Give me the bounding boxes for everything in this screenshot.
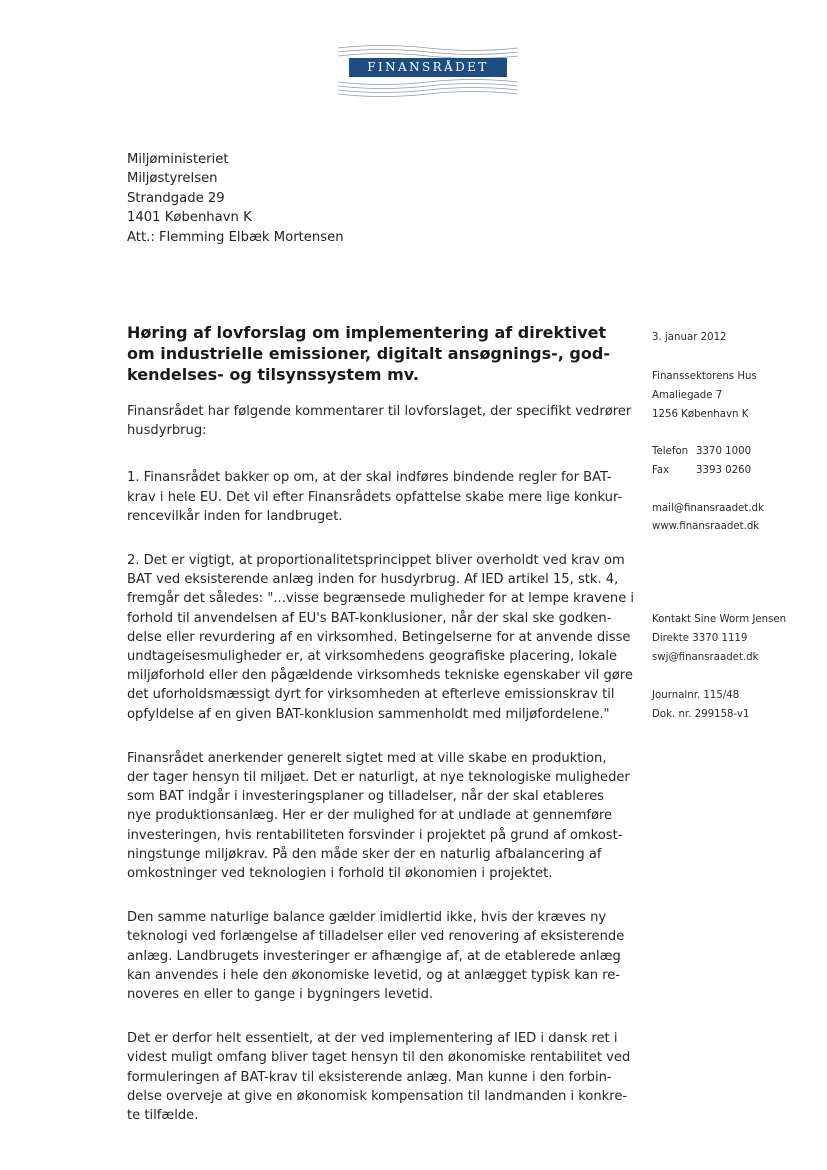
title-line: kendelses- og tilsynssystem mv. [127,365,419,384]
recipient-line: Miljøstyrelsen [127,171,218,187]
body-line: miljøforhold eller den pågældende virksomheds tekniske egenskaber vil gøre [127,668,633,684]
body-line: fremgår det således: "...visse begrænsede muligheder for at lempe kravene i [127,591,635,607]
logo-wordmark: FINANSRÅDET [349,58,507,77]
body-line: rencevilkår inden for landbruget. [127,508,343,524]
body-line: te tilfælde. [127,1108,199,1124]
body-line: Den samme naturlige balance gælder imidlertid ikke, hvis der kræves ny [127,910,607,926]
phone-label: Telefon [652,446,689,457]
body-line: undtageisesmuligheder er, at virksomhedens geografiske placering, lokale [127,649,618,665]
body-line: investeringen, hvis rentabiliteten forsvinder i projektet på grund af omkost- [127,827,623,843]
body-line: nye produktionsanlæg. Her er der mulighed for at undlade at gennemføre [127,808,613,824]
body-line: Det er derfor helt essentielt, at der ved implementering af IED i dansk ret i [127,1031,618,1047]
body-line: 1. Finansrådet bakker op om, at der skal indføres bindende regler for BAT- [127,470,612,486]
sender-street: Amaliegade 7 [652,390,723,401]
paragraph-acknowledgement [127,749,630,883]
contact-email: swj@finansraadet.dk [652,652,759,663]
recipient-line: 1401 København K [127,210,252,226]
finansraadet-logo [336,40,520,98]
sender-org: Finanssektorens Hus [652,371,757,382]
recipient-address [127,150,344,247]
body-line: 2. Det er vigtigt, at proportionalitetsprincippet bliver overholdt ved krav om [127,553,625,569]
body-line: forhold til anvendelsen af EU's BAT-konklusioner, når der skal ske godken- [127,610,612,626]
body-line: opfyldelse af en given BAT-konklusion sammenholdt med miljøfordelene." [127,706,610,722]
recipient-line: Strandgade 29 [127,190,225,206]
document-number: Dok. nr. 299158-v1 [652,709,750,720]
body-line: Finansrådet har følgende kommentarer til lovforslaget, der specifikt vedrører [127,404,632,419]
body-line: kan anvendes i hele den økonomiske levetid, og at anlægget typisk kan re- [127,967,621,983]
body-line: teknologi ved forlængelse af tilladelser eller ved renovering af eksisterende [127,929,625,945]
title-line: Høring af lovforslag om implementering af direktivet [127,323,607,342]
body-line: omkostninger ved teknologien i forhold til økonomien i projektet. [127,866,553,882]
body-line: BAT ved eksisterende anlæg inden for husdyrbrug. Af IED artikel 15, stk. 4, [127,572,619,588]
body-line: krav i hele EU. Det vil efter Finansrådets opfattelse skabe mere lige konkur- [127,489,623,505]
body-line: anlæg. Landbrugets investeringer er afhængige af, at de etablerede anlæg [127,948,621,964]
recipient-line: Att.: Flemming Elbæk Mortensen [127,229,344,245]
paragraph-balance [127,908,625,1004]
body-line: som BAT indgår i investeringsplaner og tilladelser, når der skal etableres [127,789,604,805]
body-line: der tager hensyn til miljøet. Det er naturligt, at nye teknologiske muligheder [127,770,630,786]
paragraph-intro [127,402,632,440]
body-line: delse overveje at give en økonomisk kompensation til landmanden i konkre- [127,1088,628,1104]
body-line: husdyrbrug: [127,423,207,439]
letter-date: 3. januar 2012 [652,332,727,343]
body-line: Finansrådet anerkender generelt sigtet med at ville skabe en produktion, [127,750,607,766]
recipient-line: Miljøministeriet [127,152,229,167]
phone-number: 3370 1000 [696,446,752,457]
title-line: om industrielle emissioner, digitalt ansøgnings-, god- [127,344,610,363]
body-line: videst muligt omfang bliver taget hensyn til den økonomiske rentabilitet ved [127,1050,631,1066]
body-line: noveres en eller to gange i bygningers levetid. [127,987,434,1003]
paragraph-conclusion [127,1029,631,1125]
contact-direct-phone: Direkte 3370 1119 [652,633,748,644]
paragraph-point-2 [127,551,635,724]
paragraph-point-1 [127,468,622,526]
body-line: det uforholdsmæssigt dyrt for virksomheden at efterleve emissionskrav til [127,687,615,703]
letter-body [127,402,635,1125]
fax-number: 3393 0260 [696,465,752,476]
sender-city: 1256 København K [652,409,749,420]
body-line: ningstunge miljøkrav. På den måde sker der en naturlig afbalancering af [127,846,602,862]
body-line: formuleringen af BAT-krav til eksisterende anlæg. Man kunne i den forbin- [127,1069,612,1085]
sender-website: www.finansraadet.dk [652,521,760,532]
fax-label: Fax [652,465,670,476]
journal-number: Journalnr. 115/48 [652,690,740,701]
contact-person: Kontakt Sine Worm Jensen [652,614,787,625]
letter-title [127,322,610,385]
sender-email: mail@finansraadet.dk [652,503,764,514]
body-line: delse eller revurdering af en virksomhed. Betingelserne for at anvende disse [127,629,631,645]
